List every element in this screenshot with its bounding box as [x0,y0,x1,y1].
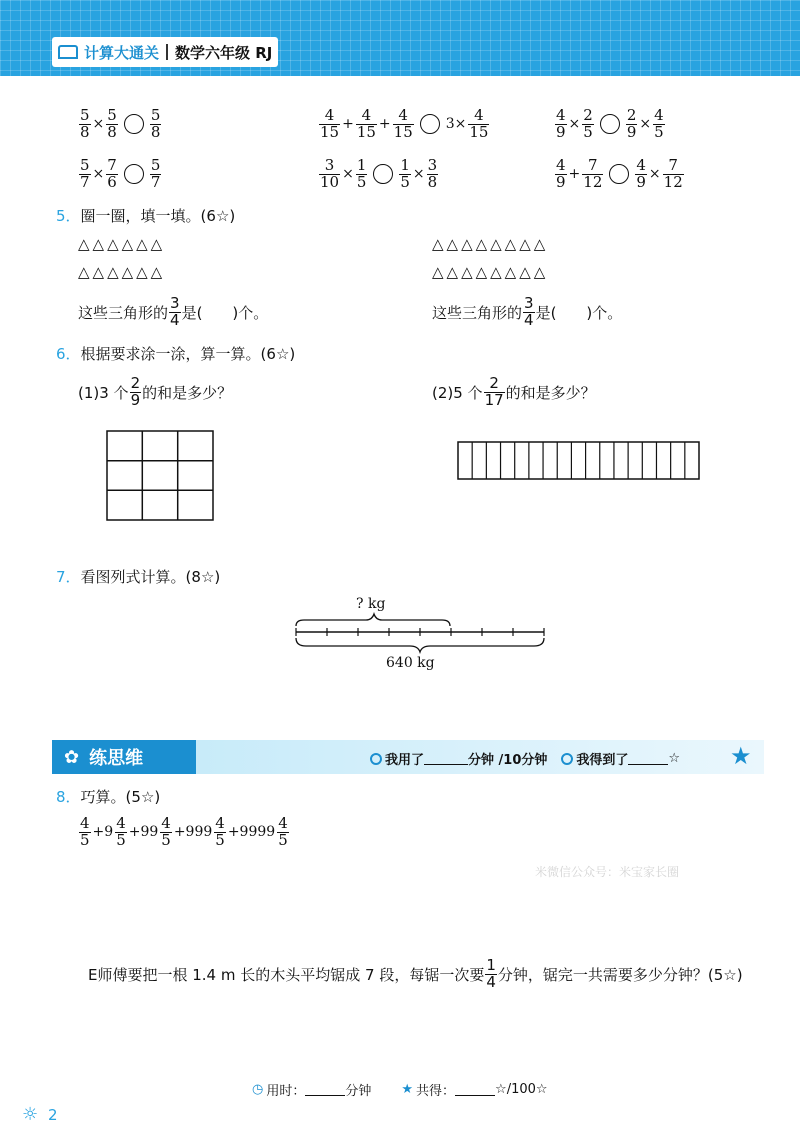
q6-part-2: (2)5 个 $\frac{2}{17}$ 的和是多少？ [432,374,596,409]
question-6-heading: 6．根据要求涂一涂，算一算。(6☆) [56,345,296,363]
clock-icon [370,753,382,765]
q6-part-1: (1)3 个 $\frac{2}{9}$ 的和是多少？ [78,374,233,409]
compare-circle[interactable] [609,164,629,184]
banner-stats: 我用了 分钟 /10分钟 我得到了 ☆ [370,749,680,768]
brand-title: 计算大通关 [84,43,160,62]
compare-r1c1: $\frac{5}{8}$ × $\frac{5}{8}$ $\frac{5}{8}$ [80,106,161,141]
compare-r1c2: $\frac{4}{15}$ + $\frac{4}{15}$ + $\frac{4}{15}$ 3× $\frac{4}{15}$ [320,106,489,141]
question-5-heading: 5．圈一圈，填一填。(6☆) [56,207,236,225]
gear-icon: ✿ [64,746,80,768]
answer-blank[interactable]: 是( )个。 [181,303,269,322]
stars-got-blank[interactable] [628,752,668,765]
header-title-box [52,37,278,67]
sun-icon: ☼ [22,1104,39,1125]
compare-r2c3: $\frac{4}{9}$ + $\frac{7}{12}$ $\frac{4}{9}$ × $\frac{7}{12}$ [556,156,683,191]
subject-title: 数学六年级 RJ [175,43,273,62]
triangles-right-row-1: △△△△△△△△ [432,235,549,253]
question-7-heading: 7．看图列式计算。(8☆) [56,568,221,586]
bottom-brace-label: 640 kg [386,655,435,671]
triangles-left-row-2: △△△△△△ [78,263,166,281]
page-number: 2 [48,1106,58,1124]
book-icon [58,45,78,59]
strip-17-cells[interactable] [457,441,700,480]
grid-3x3[interactable] [106,430,214,521]
check-icon [561,753,573,765]
compare-circle[interactable] [420,114,440,134]
compare-circle[interactable] [600,114,620,134]
compare-r2c1: $\frac{5}{7}$ × $\frac{7}{6}$ $\frac{5}{7}$ [80,156,161,191]
compare-circle[interactable] [124,164,144,184]
watermark-stamp: 米微信公众号：米宝家长圈 [535,865,680,879]
star-icon: ★ [730,742,752,770]
compare-r2c2: $\frac{3}{10}$ × $\frac{1}{5}$ $\frac{1}{5}$ × $\frac{3}{8}$ [320,156,438,191]
triangles-right-row-2: △△△△△△△△ [432,263,549,281]
q8-expression: $\frac{4}{5}$ +9 $\frac{4}{5}$ +99 $\frac{4}{5}$ +999 $\frac{4}{5}$ +9999 $\frac{4}{5}$ [80,814,288,849]
answer-blank[interactable]: 是( )个。 [535,303,623,322]
footer-score-blank[interactable] [455,1083,495,1096]
clock-icon: ◷ [252,1082,264,1097]
question-9-text: E师傅要把一根 1.4 m 长的木头平均锯成 7 段，每锯一次要 $\frac{1}{4}$ 分钟，锯完一共需要多少分钟？(5☆) [88,956,743,991]
footer-time-blank[interactable] [305,1083,345,1096]
question-8-heading: 8．巧算。(5☆) [56,788,161,806]
time-used-blank[interactable] [424,752,468,765]
top-brace-label: ? kg [356,596,386,612]
footer-stats: ◷ 用时： 分钟 ★ 共得： ☆/100☆ [252,1082,548,1099]
compare-circle[interactable] [373,164,393,184]
q5-fill-right: 这些三角形的 $\frac{3}{4}$ 是( )个。 [432,294,623,329]
compare-r1c3: $\frac{4}{9}$ × $\frac{2}{5}$ $\frac{2}{9}$ × $\frac{4}{5}$ [556,106,664,141]
star-icon: ★ [401,1082,414,1097]
segment-diagram [292,612,548,654]
header-divider [166,44,168,60]
banner-title: ✿ 练思维 [52,740,196,774]
triangles-left-row-1: △△△△△△ [78,235,166,253]
q5-fill-left: 这些三角形的 $\frac{3}{4}$ 是( )个。 [78,294,269,329]
compare-circle[interactable] [124,114,144,134]
